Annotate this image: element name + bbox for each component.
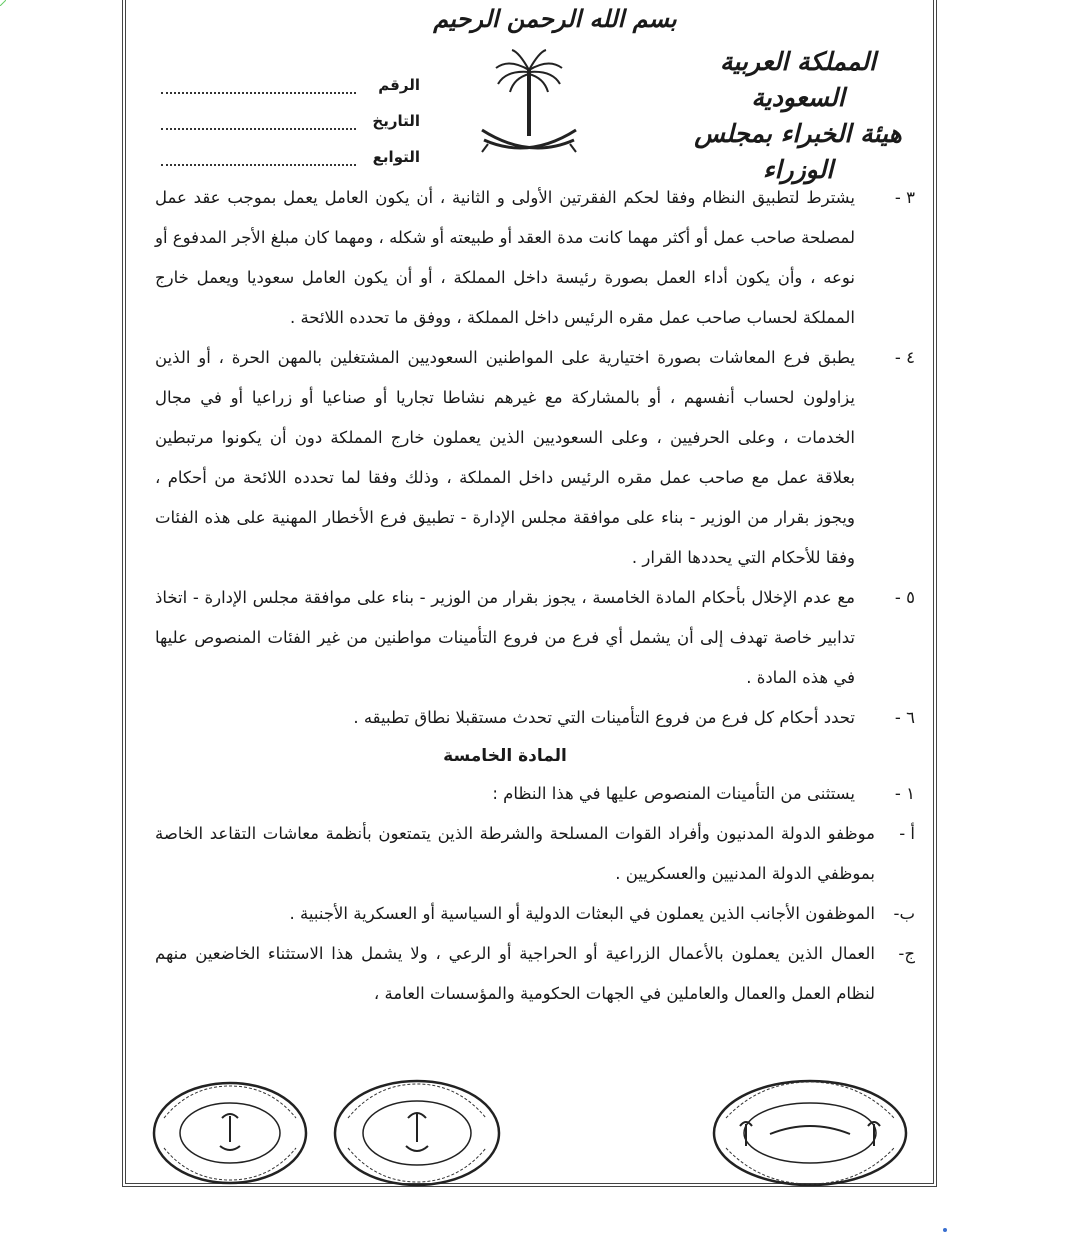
section-title: المادة الخامسة <box>443 746 567 766</box>
sub-item-text: الموظفون الأجانب الذين يعملون في البعثات الدولية أو السياسية أو العسكرية الأجنبية . <box>289 904 875 923</box>
document-body <box>155 178 915 1014</box>
sub-item-letter: ب- <box>893 904 915 923</box>
article-intro <box>155 774 915 814</box>
scan-mark <box>941 1226 949 1234</box>
paragraph-number: ٥ - <box>894 588 915 607</box>
ref-row-date <box>150 94 420 130</box>
sub-item-letter: ج- <box>898 944 915 963</box>
letterhead-organization <box>678 44 918 188</box>
sub-item-text: العمال الذين يعملون بالأعمال الزراعية أو الحراجية أو الرعي ، ولا يشمل هذا الاستثناء الخاضعين منهم لنظام العمل والعمال والعاملين في الجهات الحكومية والمؤسسات العامة ، <box>155 944 875 1003</box>
seal-stamp-icon <box>710 1078 910 1188</box>
seal-stamp-icon <box>150 1078 310 1188</box>
paragraph <box>155 338 915 578</box>
sub-item-letter: أ - <box>899 824 915 843</box>
ref-dotted-line <box>161 74 356 94</box>
paragraph-text: يشترط لتطبيق النظام وفقا لحكم الفقرتين الأولى و الثانية ، أن يكون العامل يعمل بموجب عقد عمل لمصلحة صاحب عمل أو أكثر مهما كانت مدة العقد أو طبيعته أو شكله ، ومهما كان مبلغ الأجر المدفوع أو نوعه ، وأن يكون أداء العمل بصورة رئيسة داخل المملكة ، أو أن يكون العامل سعوديا ويعمل خارج المملكة لحساب صاحب عمل مقره الرئيس داخل المملكة ، ووفق ما تحدده اللائحة . <box>155 188 855 327</box>
paragraph-text: مع عدم الإخلال بأحكام المادة الخامسة ، يجوز بقرار من الوزير - بناء على موافقة مجلس الإدارة - اتخاذ تدابير خاصة تهدف إلى أن يشمل أي فرع من فروع التأمينات مواطنين من غير الفئات المنصوص عليها في هذه المادة . <box>155 588 855 687</box>
ref-dotted-line <box>161 110 356 130</box>
ref-label: الرقم <box>378 76 420 94</box>
paragraph-number: ٤ - <box>894 348 915 367</box>
palm-swords-emblem-icon <box>474 48 584 168</box>
paragraph <box>155 698 915 738</box>
paragraph-number: ٣ - <box>894 188 915 207</box>
seal-stamp-icon <box>332 1078 502 1188</box>
paragraph-text: يستثنى من التأمينات المنصوص عليها في هذا النظام : <box>492 784 855 803</box>
ref-label: التوابع <box>372 148 420 166</box>
official-seals <box>150 1078 910 1188</box>
paragraph <box>155 178 915 338</box>
sub-item <box>155 934 915 1014</box>
basmala: بسم الله الرحمن الرحيم <box>433 4 677 33</box>
paragraph-text: يطبق فرع المعاشات بصورة اختيارية على المواطنين السعوديين المشتغلين بالمهن الحرة ، أو الذين يزاولون لحساب أنفسهم ، أو بالمشاركة مع غيرهم نشاطا تجاريا أو صناعيا أو زراعيا أو في مجال الخدمات ، وعلى الحرفيين ، وعلى السعوديين الذين يعملون خارج المملكة دون أن يكونوا مرتبطين بعلاقة عمل مع صاحب عمل مقره الرئيس داخل المملكة ، وذلك وفقا لما تحدده اللائحة من أحكام ، ويجوز بقرار من الوزير - بناء على موافقة مجلس الإدارة - تطبيق فرع الأخطار المهنية على هذه الفئات وفقا للأحكام التي يحددها القرار . <box>155 348 855 567</box>
ref-label: التاريخ <box>372 112 420 130</box>
reference-fields <box>150 58 420 166</box>
sub-item <box>155 814 915 894</box>
sub-item-text: موظفو الدولة المدنيون وأفراد القوات المسلحة والشرطة الذين يتمتعون بأنظمة معاشات التقاعد الخاصة بموظفي الدولة المدنيين والعسكريين . <box>155 824 875 883</box>
ref-row-number <box>150 58 420 94</box>
org-line-2: هيئة الخبراء بمجلس الوزراء <box>694 119 902 184</box>
paragraph-text: تحدد أحكام كل فرع من فروع التأمينات التي تحدث مستقبلا نطاق تطبيقه . <box>353 708 855 727</box>
paragraph-number: ٦ - <box>894 708 915 727</box>
paragraph <box>155 578 915 698</box>
corner-mark <box>0 0 6 6</box>
sub-item <box>155 894 915 934</box>
ref-row-attachments <box>150 130 420 166</box>
org-line-1: المملكة العربية السعودية <box>720 47 876 112</box>
ref-dotted-line <box>161 146 356 166</box>
paragraph-number: ١ - <box>894 784 915 803</box>
